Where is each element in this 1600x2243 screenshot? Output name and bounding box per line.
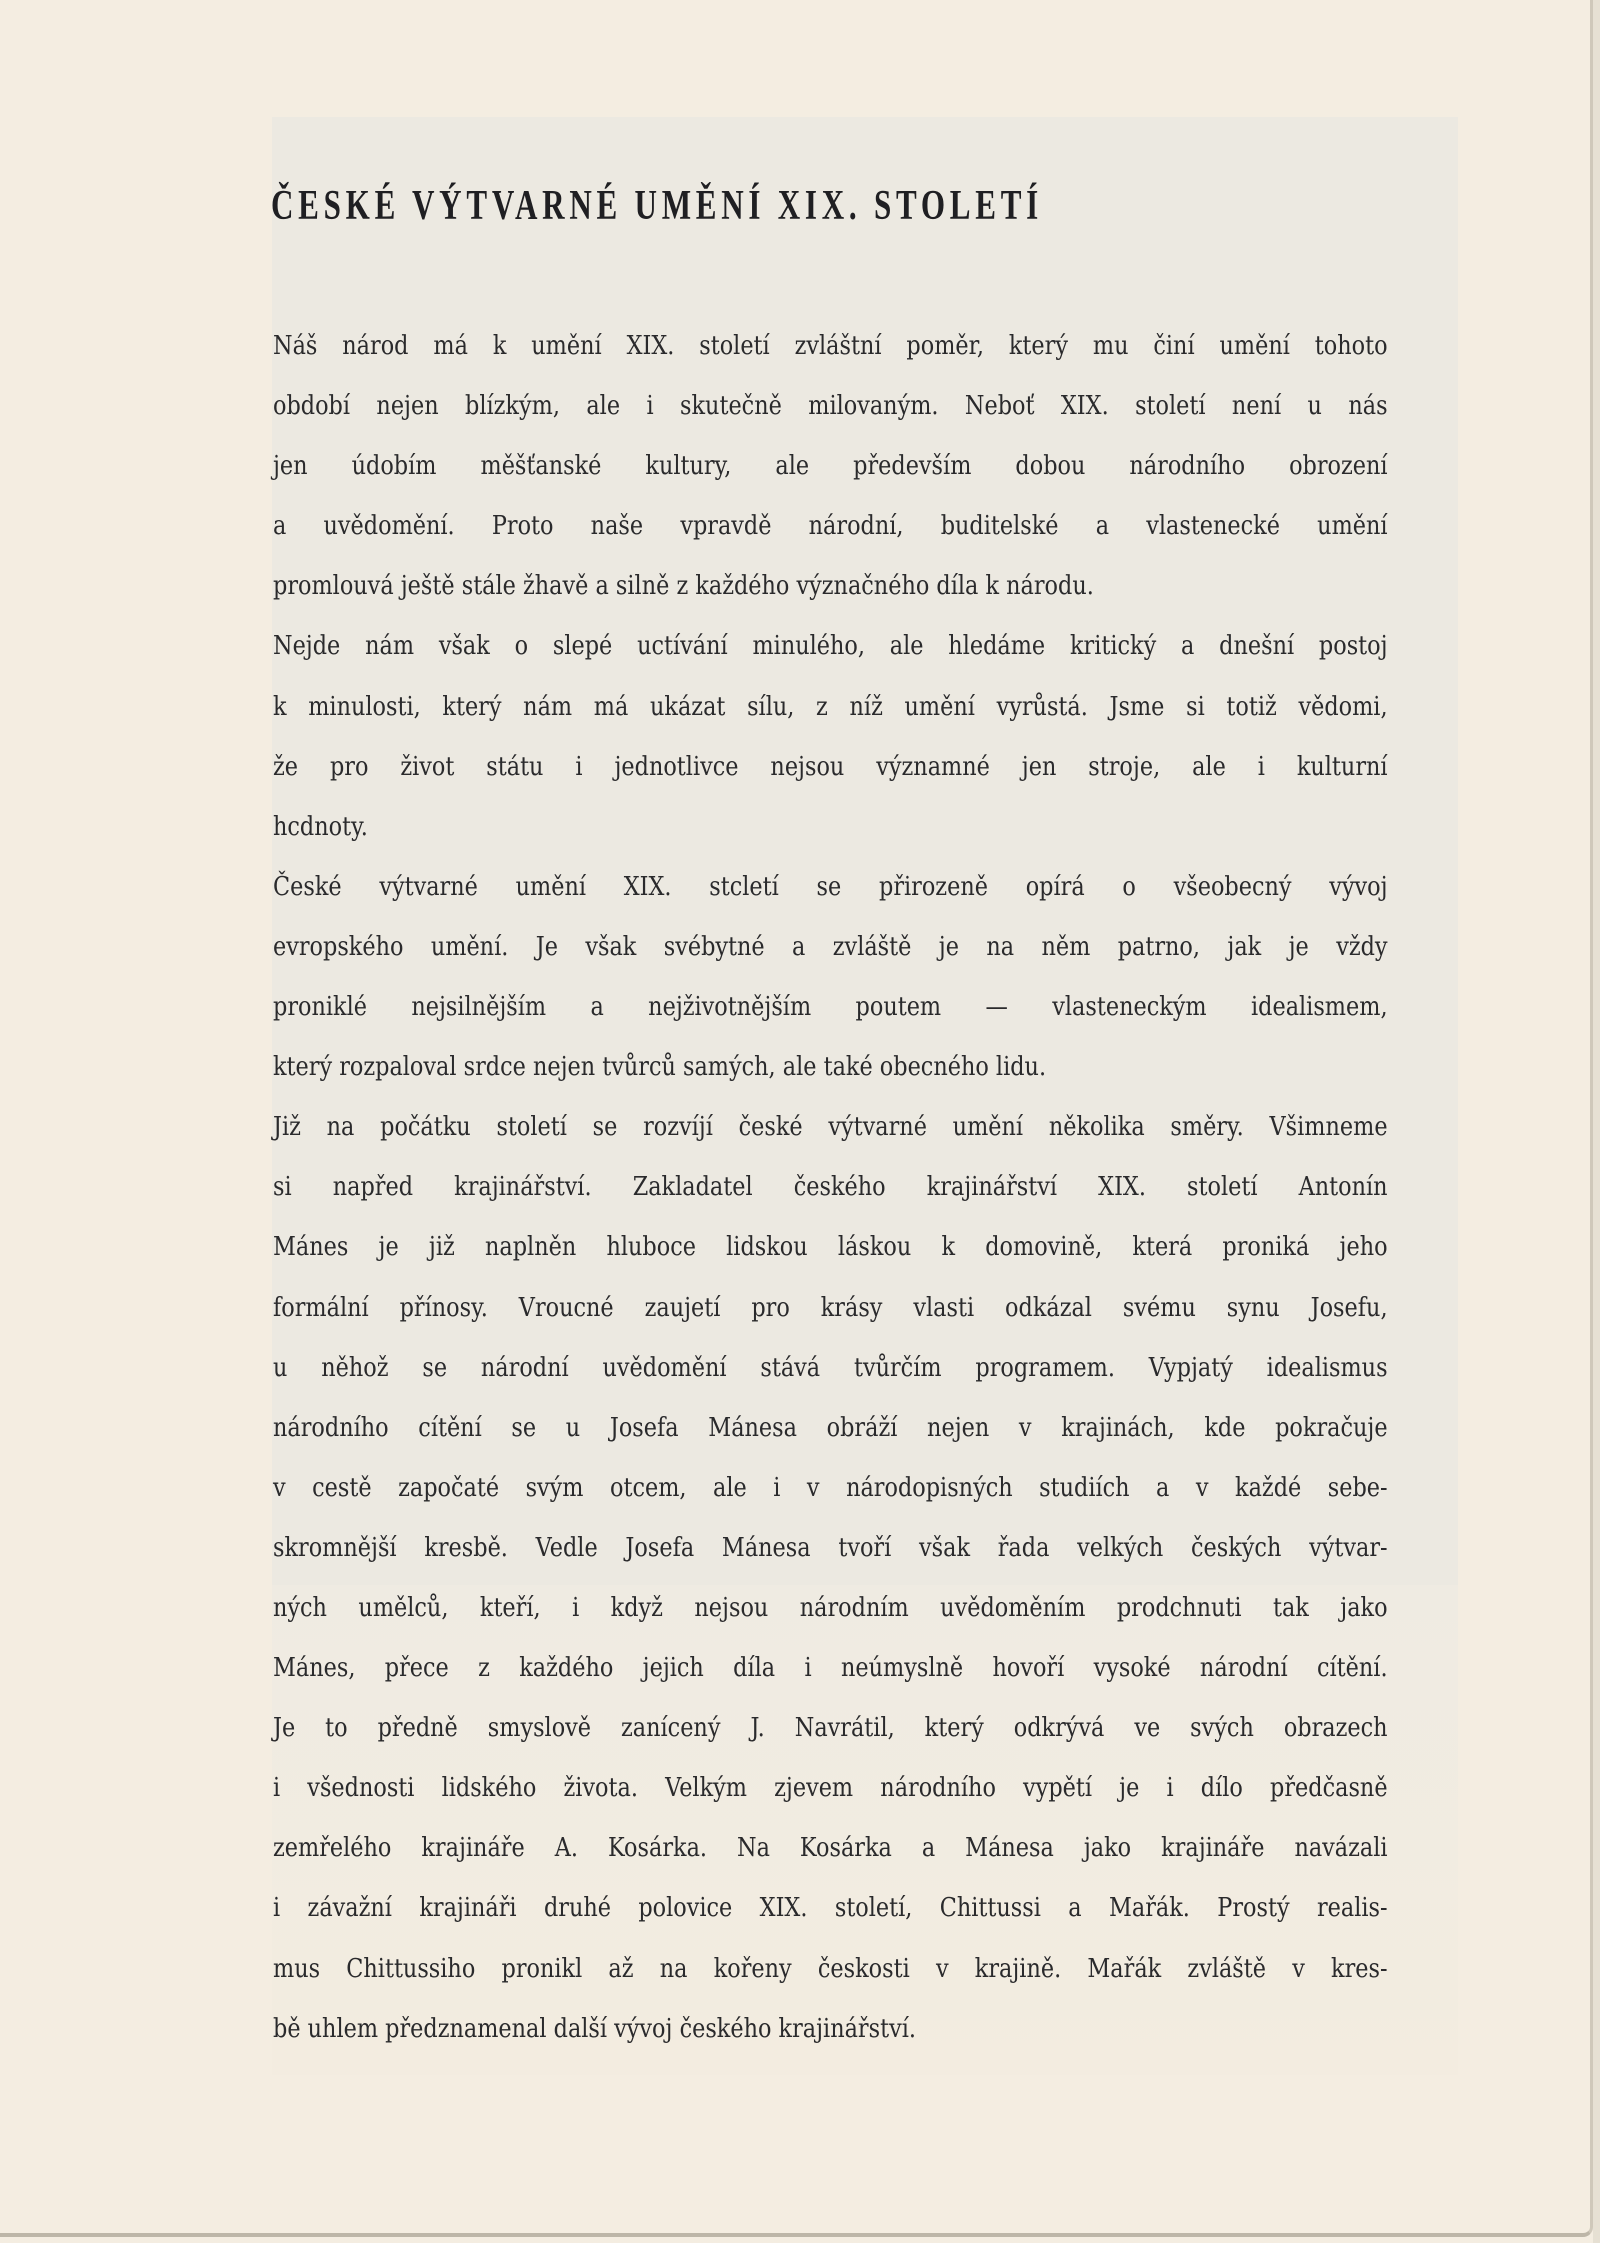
text-line: Je to předně smyslově zanícený J. Navrátil, který odkrývá ve svých obrazech <box>273 1713 1388 1744</box>
text-line: a uvědomění. Proto naše vpravdě národní, buditelské a vlastenecké umění <box>273 511 1388 542</box>
text-line: u něhož se národní uvědomění stává tvůrčím programem. Vypjatý idealismus <box>273 1352 1388 1383</box>
article-body <box>273 316 1388 2059</box>
text-line: v cestě započaté svým otcem, ale i v národopisných studiích a v každé sebe- <box>273 1472 1388 1503</box>
text-line: formální přínosy. Vroucné zaujetí pro krásy vlasti odkázal svému synu Josefu, <box>273 1292 1388 1323</box>
text-line: Mánes je již naplněn hluboce lidskou láskou k domovině, která proniká jeho <box>273 1232 1388 1263</box>
text-line: proniklé nejsilnějším a nejživotnějším poutem — vlasteneckým idealismem, <box>273 992 1388 1023</box>
text-line: bě uhlem předznamenal další vývoj českého krajinářství. <box>273 2013 916 2044</box>
text-line: České výtvarné umění XIX. stcletí se přirozeně opírá o všeobecný vývoj <box>273 871 1388 902</box>
text-line: Již na počátku století se rozvíjí české výtvarné umění několika směry. Všimneme <box>273 1112 1388 1143</box>
page-title: ČESKÉ VÝTVARNÉ UMĚNÍ XIX. STOLETÍ <box>271 183 1044 229</box>
text-line: ných umělců, kteří, i když nejsou národním uvědoměním prodchnuti tak jako <box>273 1592 1388 1623</box>
text-line: evropského umění. Je však svébytné a zvláště je na něm patrno, jak je vždy <box>273 931 1388 962</box>
text-line: promlouvá ještě stále žhavě a silně z každého význačného díla k národu. <box>273 571 1094 602</box>
text-line: že pro život státu i jednotlivce nejsou významné jen stroje, ale i kulturní <box>273 751 1388 782</box>
text-line: Náš národ má k umění XIX. století zvláštní poměr, který mu činí umění tohoto <box>273 331 1388 361</box>
text-line: období nejen blízkým, ale i skutečně milovaným. Neboť XIX. století není u nás <box>273 391 1388 422</box>
text-line: i všednosti lidského života. Velkým zjevem národního vypětí je i dílo předčasně <box>273 1773 1388 1804</box>
text-line: Mánes, přece z každého jejich díla i neúmyslně hovoří vysoké národní cítění. <box>273 1653 1388 1684</box>
text-line: jen údobím měšťanské kultury, ale především dobou národního obrození <box>273 451 1388 482</box>
text-line: hcdnoty. <box>273 811 368 842</box>
text-line: skromnější kresbě. Vedle Josefa Mánesa tvoří však řada velkých českých výtvar- <box>273 1532 1388 1563</box>
text-line: národního cítění se u Josefa Mánesa obráží nejen v krajinách, kde pokračuje <box>273 1412 1388 1443</box>
text-line: zemřelého krajináře A. Kosárka. Na Kosárka a Mánesa jako krajináře navázali <box>273 1833 1388 1864</box>
text-line: si napřed krajinářství. Zakladatel českého krajinářství XIX. století Antonín <box>273 1172 1388 1203</box>
page-edge <box>1593 0 1600 2243</box>
text-line: který rozpaloval srdce nejen tvůrců samých, ale také obecného lidu. <box>273 1052 1047 1083</box>
text-line: i závažní krajináři druhé polovice XIX. století, Chittussi a Mařák. Prostý realis- <box>273 1893 1388 1924</box>
text-line: k minulosti, který nám má ukázat sílu, z níž umění vyrůstá. Jsme si totiž vědomi, <box>273 691 1388 722</box>
text-line: mus Chittussiho pronikl až na kořeny českosti v krajině. Mařák zvláště v kres- <box>273 1953 1388 1984</box>
text-line: Nejde nám však o slepé uctívání minulého, ale hledáme kritický a dnešní postoj <box>273 631 1388 662</box>
